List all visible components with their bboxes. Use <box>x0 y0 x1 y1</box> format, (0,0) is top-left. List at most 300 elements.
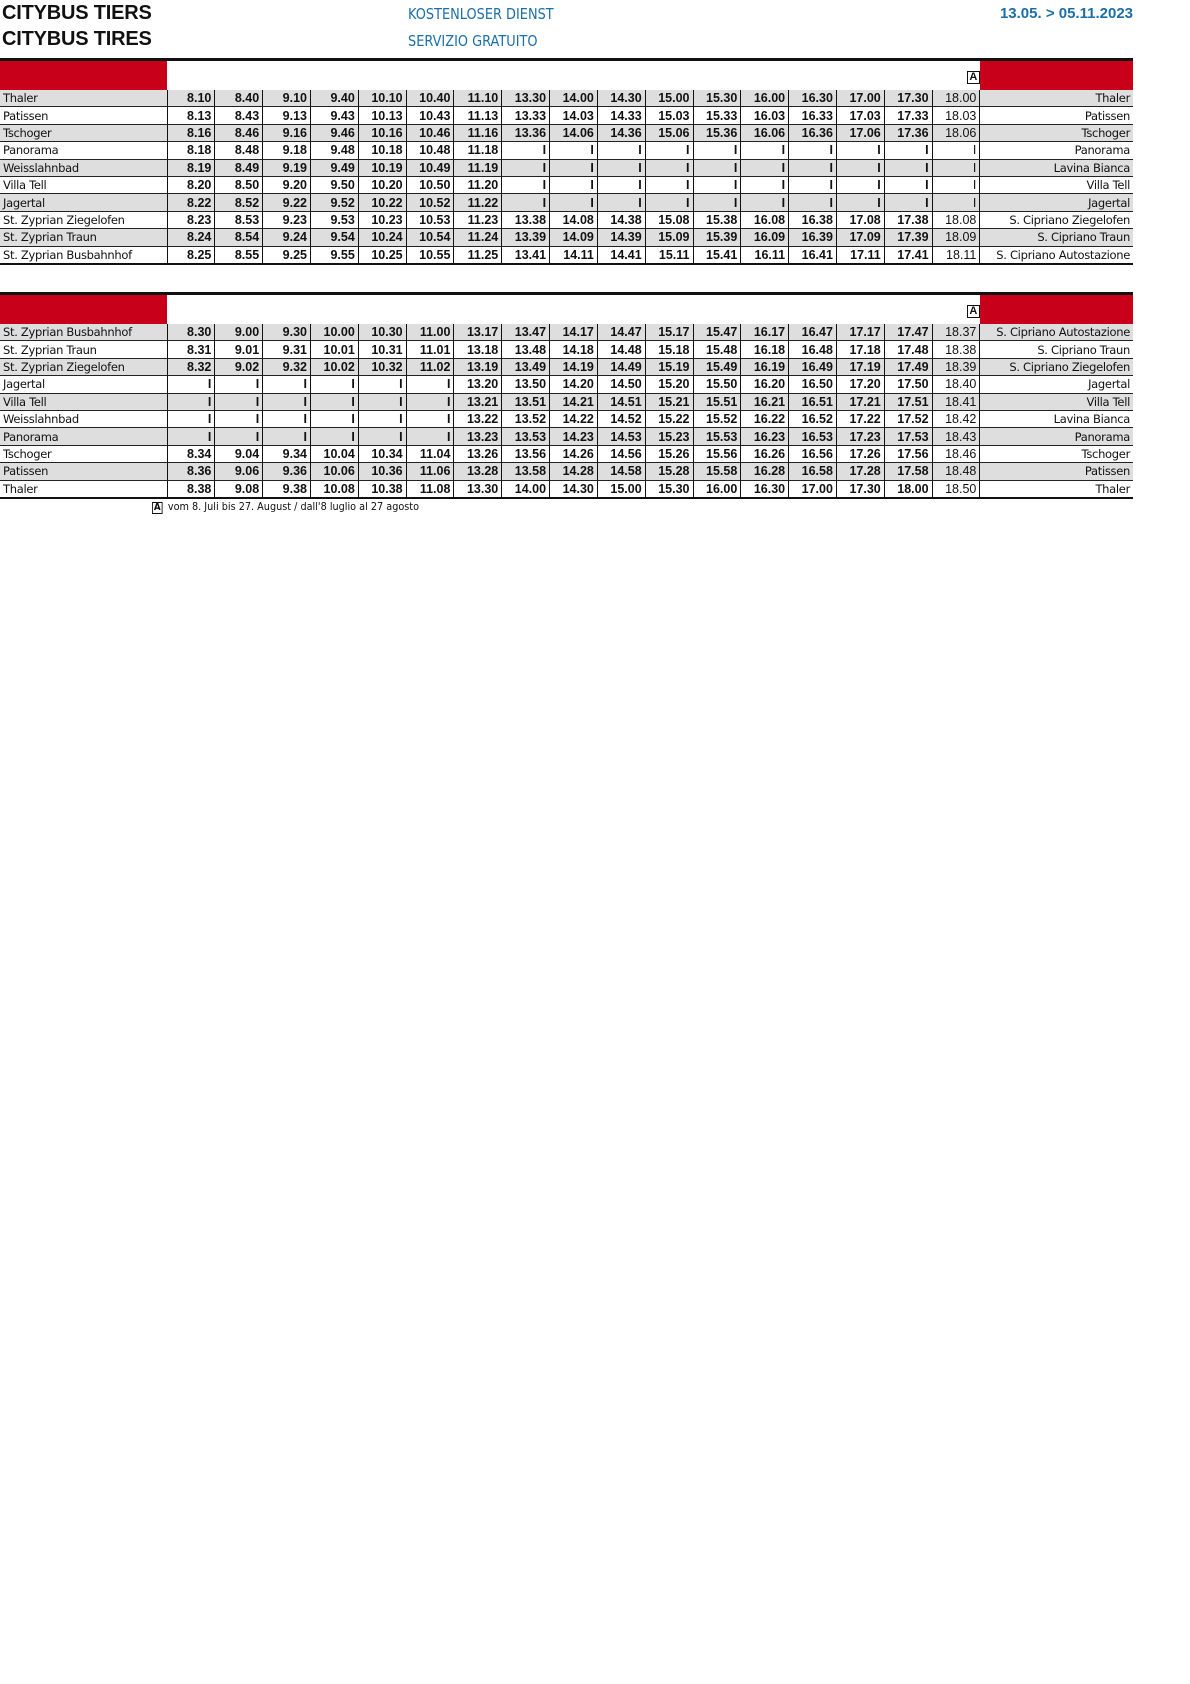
departure-time: 16.06 <box>741 124 789 141</box>
departure-time: 17.21 <box>836 393 884 410</box>
departure-time: 18.42 <box>932 410 980 427</box>
departure-time: 13.39 <box>502 229 550 246</box>
header-spacer <box>693 295 741 324</box>
departure-time: 17.56 <box>884 445 932 462</box>
departure-time: 11.25 <box>454 246 502 264</box>
departure-time: 17.06 <box>836 124 884 141</box>
header-spacer <box>311 295 359 324</box>
departure-time: I <box>884 142 932 159</box>
stop-name-italian: Thaler <box>980 90 1133 107</box>
stop-name-german: Tschoger <box>0 124 167 141</box>
departure-time: 18.48 <box>932 463 980 480</box>
stop-name-german: Patissen <box>0 463 167 480</box>
departure-time: I <box>550 176 598 193</box>
departure-time: 9.16 <box>263 124 311 141</box>
departure-time: 8.52 <box>215 194 263 211</box>
departure-time: 17.49 <box>884 358 932 375</box>
header-red-block-left <box>0 295 167 324</box>
stop-name-german: Tschoger <box>0 445 167 462</box>
departure-time: I <box>406 376 454 393</box>
departure-time: 16.18 <box>741 341 789 358</box>
departure-time: 10.19 <box>358 159 406 176</box>
departure-time: 14.26 <box>550 445 598 462</box>
departure-time: I <box>645 142 693 159</box>
table-row <box>0 124 1133 141</box>
departure-time: 11.10 <box>454 90 502 107</box>
header-spacer <box>358 295 406 324</box>
departure-time: 17.53 <box>884 428 932 445</box>
departure-time: 11.08 <box>406 480 454 498</box>
departure-time: 9.43 <box>311 107 359 124</box>
departure-time: 18.39 <box>932 358 980 375</box>
departure-time: 17.28 <box>836 463 884 480</box>
departure-time: 13.22 <box>454 410 502 427</box>
departure-time: 10.02 <box>311 358 359 375</box>
departure-time: 9.40 <box>311 90 359 107</box>
departure-time: 13.20 <box>454 376 502 393</box>
departure-time: 14.56 <box>597 445 645 462</box>
departure-time: 10.54 <box>406 229 454 246</box>
departure-time: 17.50 <box>884 376 932 393</box>
departure-time: 9.20 <box>263 176 311 193</box>
departure-time: 17.23 <box>836 428 884 445</box>
departure-time: 16.53 <box>789 428 837 445</box>
departure-time: I <box>741 142 789 159</box>
table-row <box>0 358 1133 375</box>
departure-time: 9.22 <box>263 194 311 211</box>
departure-time: I <box>406 393 454 410</box>
stop-name-german: St. Zyprian Ziegelofen <box>0 211 167 228</box>
departure-time: 13.56 <box>502 445 550 462</box>
departure-time: 18.11 <box>932 246 980 264</box>
departure-time: 15.28 <box>645 463 693 480</box>
departure-time: 17.20 <box>836 376 884 393</box>
departure-time: 16.41 <box>789 246 837 264</box>
departure-time: 15.00 <box>597 480 645 498</box>
validity-period: 13.05. > 05.11.2023 <box>999 5 1133 22</box>
departure-time: 10.46 <box>406 124 454 141</box>
table-row <box>0 393 1133 410</box>
departure-time: I <box>215 410 263 427</box>
departure-time: 8.40 <box>215 90 263 107</box>
departure-time: 18.03 <box>932 107 980 124</box>
header-spacer <box>645 61 693 90</box>
header-red-block-right <box>980 61 1133 90</box>
header-spacer <box>358 61 406 90</box>
departure-time: 10.38 <box>358 480 406 498</box>
departure-time: 14.53 <box>597 428 645 445</box>
departure-time: 18.00 <box>884 480 932 498</box>
departure-time: 8.32 <box>167 358 215 375</box>
departure-time: 14.28 <box>550 463 598 480</box>
departure-time: 16.33 <box>789 107 837 124</box>
departure-time: 15.21 <box>645 393 693 410</box>
stop-name-german: Panorama <box>0 428 167 445</box>
departure-time: 8.55 <box>215 246 263 264</box>
stop-name-german: St. Zyprian Ziegelofen <box>0 358 167 375</box>
departure-time: 10.06 <box>311 463 359 480</box>
departure-time: 10.04 <box>311 445 359 462</box>
departure-time: 10.01 <box>311 341 359 358</box>
departure-time: 18.40 <box>932 376 980 393</box>
departure-time: 8.22 <box>167 194 215 211</box>
header-spacer <box>550 61 598 90</box>
departure-time: 9.13 <box>263 107 311 124</box>
departure-time: 17.18 <box>836 341 884 358</box>
departure-time: 9.49 <box>311 159 359 176</box>
departure-time: 8.20 <box>167 176 215 193</box>
table-row <box>0 463 1133 480</box>
table-row <box>0 90 1133 107</box>
departure-time: 10.31 <box>358 341 406 358</box>
departure-time: 13.52 <box>502 410 550 427</box>
departure-time: I <box>884 194 932 211</box>
departure-time: 16.26 <box>741 445 789 462</box>
stop-name-italian: Villa Tell <box>980 176 1133 193</box>
departure-time: I <box>597 194 645 211</box>
departure-time: 17.39 <box>884 229 932 246</box>
header-spacer <box>311 61 359 90</box>
departure-time: I <box>502 176 550 193</box>
header-spacer <box>454 61 502 90</box>
departure-time: 8.54 <box>215 229 263 246</box>
departure-time: 9.24 <box>263 229 311 246</box>
stop-name-german: Villa Tell <box>0 176 167 193</box>
stop-name-italian: Patissen <box>980 463 1133 480</box>
departure-time: 10.34 <box>358 445 406 462</box>
departure-time: 15.26 <box>645 445 693 462</box>
departure-time: I <box>932 194 980 211</box>
departure-time: 17.41 <box>884 246 932 264</box>
stop-name-italian: S. Cipriano Ziegelofen <box>980 358 1133 375</box>
departure-time: 8.16 <box>167 124 215 141</box>
header-spacer <box>597 61 645 90</box>
departure-time: 14.39 <box>597 229 645 246</box>
departure-time: I <box>502 194 550 211</box>
departure-time: 16.22 <box>741 410 789 427</box>
departure-time: I <box>215 428 263 445</box>
departure-time: 9.18 <box>263 142 311 159</box>
header-spacer <box>836 295 884 324</box>
header-spacer <box>406 295 454 324</box>
departure-time: 14.19 <box>550 358 598 375</box>
departure-time: 18.09 <box>932 229 980 246</box>
departure-time: 15.39 <box>693 229 741 246</box>
departure-time: 10.23 <box>358 211 406 228</box>
departure-time: 11.13 <box>454 107 502 124</box>
departure-time: 13.26 <box>454 445 502 462</box>
departure-time: 16.00 <box>741 90 789 107</box>
departure-time: 13.30 <box>502 90 550 107</box>
note-a-marker: A <box>967 71 980 84</box>
header-spacer <box>597 295 645 324</box>
departure-time: I <box>358 393 406 410</box>
header-spacer <box>836 61 884 90</box>
header-spacer <box>789 61 837 90</box>
departure-time: I <box>836 159 884 176</box>
departure-time: 16.38 <box>789 211 837 228</box>
departure-time: 9.48 <box>311 142 359 159</box>
departure-time: 15.03 <box>645 107 693 124</box>
departure-time: 14.11 <box>550 246 598 264</box>
departure-time: 14.00 <box>550 90 598 107</box>
stop-name-italian: S. Cipriano Autostazione <box>980 246 1133 264</box>
header-spacer <box>502 295 550 324</box>
departure-time: 15.38 <box>693 211 741 228</box>
departure-time: 13.47 <box>502 324 550 341</box>
departure-time: 9.08 <box>215 480 263 498</box>
departure-time: 9.01 <box>215 341 263 358</box>
departure-time: 17.26 <box>836 445 884 462</box>
stop-name-german: St. Zyprian Busbahnhof <box>0 246 167 264</box>
stop-name-italian: Patissen <box>980 107 1133 124</box>
header-spacer <box>263 61 311 90</box>
departure-time: 11.00 <box>406 324 454 341</box>
departure-time: 17.00 <box>789 480 837 498</box>
departure-time: 9.04 <box>215 445 263 462</box>
departure-time: 10.30 <box>358 324 406 341</box>
departure-time: 10.20 <box>358 176 406 193</box>
stop-name-italian: Lavina Bianca <box>980 159 1133 176</box>
departure-time: 16.47 <box>789 324 837 341</box>
departure-time: 16.56 <box>789 445 837 462</box>
departure-time: 16.19 <box>741 358 789 375</box>
departure-time: I <box>167 428 215 445</box>
departure-time: I <box>693 176 741 193</box>
departure-time: 15.20 <box>645 376 693 393</box>
departure-time: 15.41 <box>693 246 741 264</box>
departure-time: 10.32 <box>358 358 406 375</box>
header-spacer <box>167 295 215 324</box>
departure-time: 9.06 <box>215 463 263 480</box>
departure-time: 14.47 <box>597 324 645 341</box>
departure-time: 8.31 <box>167 341 215 358</box>
departure-time: 9.34 <box>263 445 311 462</box>
departure-time: I <box>263 428 311 445</box>
stop-name-german: St. Zyprian Traun <box>0 229 167 246</box>
departure-time: 13.53 <box>502 428 550 445</box>
departure-time: 15.52 <box>693 410 741 427</box>
departure-time: 8.36 <box>167 463 215 480</box>
departure-time: I <box>693 142 741 159</box>
table-row <box>0 142 1133 159</box>
departure-time: 8.48 <box>215 142 263 159</box>
departure-time: 14.20 <box>550 376 598 393</box>
departure-time: 17.51 <box>884 393 932 410</box>
departure-time: 8.23 <box>167 211 215 228</box>
departure-time: I <box>311 393 359 410</box>
departure-time: 18.08 <box>932 211 980 228</box>
stop-name-german: St. Zyprian Busbahnhof <box>0 324 167 341</box>
subtitle-italian: SERVIZIO GRATUITO <box>408 32 538 50</box>
departure-time: 15.36 <box>693 124 741 141</box>
departure-time: 14.00 <box>502 480 550 498</box>
stop-name-italian: S. Cipriano Traun <box>980 229 1133 246</box>
departure-time: 16.51 <box>789 393 837 410</box>
departure-time: 10.36 <box>358 463 406 480</box>
stop-name-german: Jagertal <box>0 194 167 211</box>
departure-time: 16.21 <box>741 393 789 410</box>
table-row <box>0 176 1133 193</box>
departure-time: I <box>741 176 789 193</box>
departure-time: 15.58 <box>693 463 741 480</box>
departure-time: I <box>645 194 693 211</box>
departure-time: 15.00 <box>645 90 693 107</box>
departure-time: 17.47 <box>884 324 932 341</box>
stop-name-italian: S. Cipriano Autostazione <box>980 324 1133 341</box>
departure-time: 15.47 <box>693 324 741 341</box>
departure-time: 13.33 <box>502 107 550 124</box>
stop-name-italian: Tschoger <box>980 124 1133 141</box>
departure-time: 14.48 <box>597 341 645 358</box>
departure-time: 13.38 <box>502 211 550 228</box>
departure-time: 11.04 <box>406 445 454 462</box>
departure-time: 15.08 <box>645 211 693 228</box>
departure-time: 9.38 <box>263 480 311 498</box>
departure-time: 15.18 <box>645 341 693 358</box>
departure-time: I <box>836 142 884 159</box>
departure-time: 15.19 <box>645 358 693 375</box>
departure-time: 17.19 <box>836 358 884 375</box>
departure-time: 16.30 <box>741 480 789 498</box>
departure-time: 16.00 <box>693 480 741 498</box>
departure-time: 14.50 <box>597 376 645 393</box>
departure-time: 18.38 <box>932 341 980 358</box>
departure-time: 17.30 <box>836 480 884 498</box>
departure-time: 16.28 <box>741 463 789 480</box>
stop-name-german: Villa Tell <box>0 393 167 410</box>
departure-time: 8.10 <box>167 90 215 107</box>
page-header <box>0 0 1133 60</box>
departure-time: 9.32 <box>263 358 311 375</box>
departure-time: 16.03 <box>741 107 789 124</box>
stop-name-german: Thaler <box>0 480 167 498</box>
departure-time: 17.08 <box>836 211 884 228</box>
departure-time: 17.30 <box>884 90 932 107</box>
departure-time: 14.58 <box>597 463 645 480</box>
header-red-block-right <box>980 295 1133 324</box>
departure-time: 15.50 <box>693 376 741 393</box>
departure-time: I <box>645 159 693 176</box>
departure-time: 8.50 <box>215 176 263 193</box>
stop-name-italian: Lavina Bianca <box>980 410 1133 427</box>
departure-time: I <box>263 393 311 410</box>
departure-time: 13.36 <box>502 124 550 141</box>
departure-time: 9.19 <box>263 159 311 176</box>
stop-name-german: Weisslahnbad <box>0 410 167 427</box>
departure-time: 9.23 <box>263 211 311 228</box>
departure-time: 15.33 <box>693 107 741 124</box>
departure-time: 10.13 <box>358 107 406 124</box>
header-spacer <box>406 61 454 90</box>
departure-time: 13.30 <box>454 480 502 498</box>
note-a-marker: A <box>153 502 161 513</box>
timetable-outbound <box>0 61 1133 265</box>
departure-time: 14.38 <box>597 211 645 228</box>
table-row <box>0 324 1133 341</box>
departure-time: 15.06 <box>645 124 693 141</box>
departure-time: 18.41 <box>932 393 980 410</box>
departure-time: 17.33 <box>884 107 932 124</box>
departure-time: 14.18 <box>550 341 598 358</box>
departure-time: 9.30 <box>263 324 311 341</box>
departure-time: 10.43 <box>406 107 454 124</box>
departure-time: 13.28 <box>454 463 502 480</box>
header-spacer <box>215 61 263 90</box>
departure-time: 13.18 <box>454 341 502 358</box>
departure-time: 11.23 <box>454 211 502 228</box>
header-spacer <box>741 61 789 90</box>
departure-time: 11.22 <box>454 194 502 211</box>
departure-time: 9.50 <box>311 176 359 193</box>
departure-time: 15.48 <box>693 341 741 358</box>
departure-time: I <box>406 410 454 427</box>
departure-time: 9.55 <box>311 246 359 264</box>
departure-time: 15.30 <box>645 480 693 498</box>
departure-time: 16.48 <box>789 341 837 358</box>
departure-time: 15.23 <box>645 428 693 445</box>
departure-time: I <box>884 176 932 193</box>
departure-time: 15.49 <box>693 358 741 375</box>
table-row <box>0 229 1133 246</box>
departure-time: 17.36 <box>884 124 932 141</box>
departure-time: 8.13 <box>167 107 215 124</box>
departure-time: 17.58 <box>884 463 932 480</box>
departure-time: 18.46 <box>932 445 980 462</box>
departure-time: 13.17 <box>454 324 502 341</box>
departure-time: I <box>167 393 215 410</box>
departure-time: I <box>167 410 215 427</box>
header-flag-cell <box>932 295 980 324</box>
departure-time: 8.43 <box>215 107 263 124</box>
departure-time: 17.11 <box>836 246 884 264</box>
stop-name-german: Thaler <box>0 90 167 107</box>
departure-time: 11.01 <box>406 341 454 358</box>
departure-time: I <box>215 393 263 410</box>
header-spacer <box>215 295 263 324</box>
departure-time: I <box>406 428 454 445</box>
header-spacer <box>645 295 693 324</box>
stop-name-german: Weisslahnbad <box>0 159 167 176</box>
departure-time: 10.10 <box>358 90 406 107</box>
header-spacer <box>884 61 932 90</box>
table-row <box>0 341 1133 358</box>
departure-time: 10.24 <box>358 229 406 246</box>
departure-time: 10.16 <box>358 124 406 141</box>
departure-time: 14.17 <box>550 324 598 341</box>
footnote <box>152 500 419 514</box>
departure-time: I <box>789 176 837 193</box>
departure-time: 9.25 <box>263 246 311 264</box>
departure-time: 9.00 <box>215 324 263 341</box>
departure-time: 16.39 <box>789 229 837 246</box>
departure-time: I <box>550 194 598 211</box>
departure-time: 11.18 <box>454 142 502 159</box>
departure-time: I <box>215 376 263 393</box>
departure-time: 17.48 <box>884 341 932 358</box>
departure-time: 18.50 <box>932 480 980 498</box>
stop-name-italian: Jagertal <box>980 194 1133 211</box>
departure-time: 14.51 <box>597 393 645 410</box>
departure-time: I <box>884 159 932 176</box>
departure-time: 14.30 <box>597 90 645 107</box>
departure-time: I <box>932 142 980 159</box>
departure-time: 13.48 <box>502 341 550 358</box>
header-spacer <box>454 295 502 324</box>
departure-time: 8.34 <box>167 445 215 462</box>
departure-time: I <box>741 159 789 176</box>
departure-time: 18.43 <box>932 428 980 445</box>
